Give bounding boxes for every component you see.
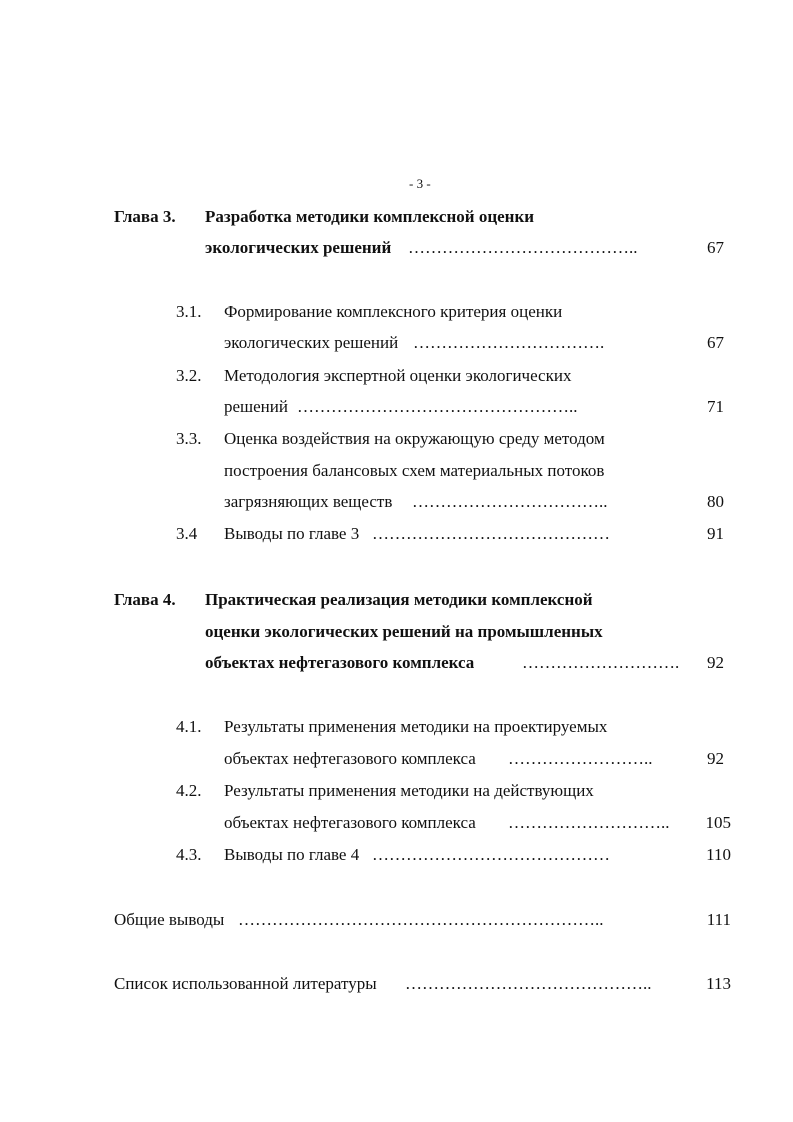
general-conclusions-page: 111 xyxy=(706,910,731,929)
item-3-1-page: 67 xyxy=(707,333,724,352)
item-3-1-line2: экологических решений xyxy=(224,333,399,352)
chapter3-dots: ………………………………….. xyxy=(408,238,638,257)
chapter3-title-line1: Разработка методики комплексной оценки xyxy=(205,207,535,226)
item-3-4-line1: Выводы по главе 3 xyxy=(224,524,360,543)
item-4-1-page: 92 xyxy=(707,749,724,768)
item-4-3-dots: …………………………………… xyxy=(372,845,610,864)
item-3-3-dots: …………………………….. xyxy=(412,492,608,511)
item-3-1-number: 3.1. xyxy=(176,302,202,321)
item-3-1-line1: Формирование комплексного критерия оценки xyxy=(224,302,563,321)
item-3-2-page: 71 xyxy=(707,397,724,416)
references-page: 113 xyxy=(706,974,731,993)
item-4-3-page: 110 xyxy=(706,845,731,864)
item-4-2-page: 105 xyxy=(705,813,731,832)
item-3-4-page: 91 xyxy=(707,524,724,543)
item-4-1-line2: объектах нефтегазового комплекса xyxy=(224,749,476,768)
chapter3-label: Глава 3. xyxy=(114,207,176,226)
item-4-2-line1: Результаты применения методики на действующих xyxy=(224,781,594,800)
item-3-3-page: 80 xyxy=(707,492,724,511)
item-3-2-number: 3.2. xyxy=(176,366,202,385)
item-3-3-line2: построения балансовых схем материальных потоков xyxy=(224,461,605,480)
general-conclusions-label: Общие выводы xyxy=(114,910,225,929)
item-3-2-dots: ………………………………………….. xyxy=(297,397,578,416)
item-4-1-line1: Результаты применения методики на проектируемых xyxy=(224,717,608,736)
chapter4-page: 92 xyxy=(707,653,724,672)
chapter4-dots: ………………………. xyxy=(522,653,680,672)
chapter4-title-line2: оценки экологических решений на промышленных xyxy=(205,622,603,641)
item-3-2-line1: Методология экспертной оценки экологических xyxy=(224,366,572,385)
item-3-2-line2: решений xyxy=(224,397,288,416)
chapter3-title-line2: экологических решений xyxy=(205,238,392,257)
item-3-4-number: 3.4 xyxy=(176,524,198,543)
item-4-2-number: 4.2. xyxy=(176,781,202,800)
item-4-2-line2: объектах нефтегазового комплекса xyxy=(224,813,476,832)
item-4-1-number: 4.1. xyxy=(176,717,202,736)
references-dots: …………………………………….. xyxy=(405,974,652,993)
item-3-3-line3: загрязняющих веществ xyxy=(224,492,393,511)
item-3-3-number: 3.3. xyxy=(176,429,202,448)
item-4-1-dots: …………………….. xyxy=(508,749,653,768)
item-4-3-number: 4.3. xyxy=(176,845,202,864)
general-conclusions-dots: ……………………………………………………….. xyxy=(238,910,604,929)
item-3-1-dots: ……………………………. xyxy=(413,333,605,352)
chapter4-title-line1: Практическая реализация методики комплексной xyxy=(205,590,593,609)
item-4-2-dots: ……………………….. xyxy=(508,813,670,832)
page-number: - 3 - xyxy=(409,176,431,191)
item-3-3-line1: Оценка воздействия на окружающую среду методом xyxy=(224,429,605,448)
chapter3-page: 67 xyxy=(707,238,724,257)
item-4-3-line1: Выводы по главе 4 xyxy=(224,845,360,864)
item-3-4-dots: …………………………………… xyxy=(372,524,610,543)
references-label: Список использованной литературы xyxy=(114,974,377,993)
chapter4-label: Глава 4. xyxy=(114,590,176,609)
chapter4-title-line3: объектах нефтегазового комплекса xyxy=(205,653,475,672)
